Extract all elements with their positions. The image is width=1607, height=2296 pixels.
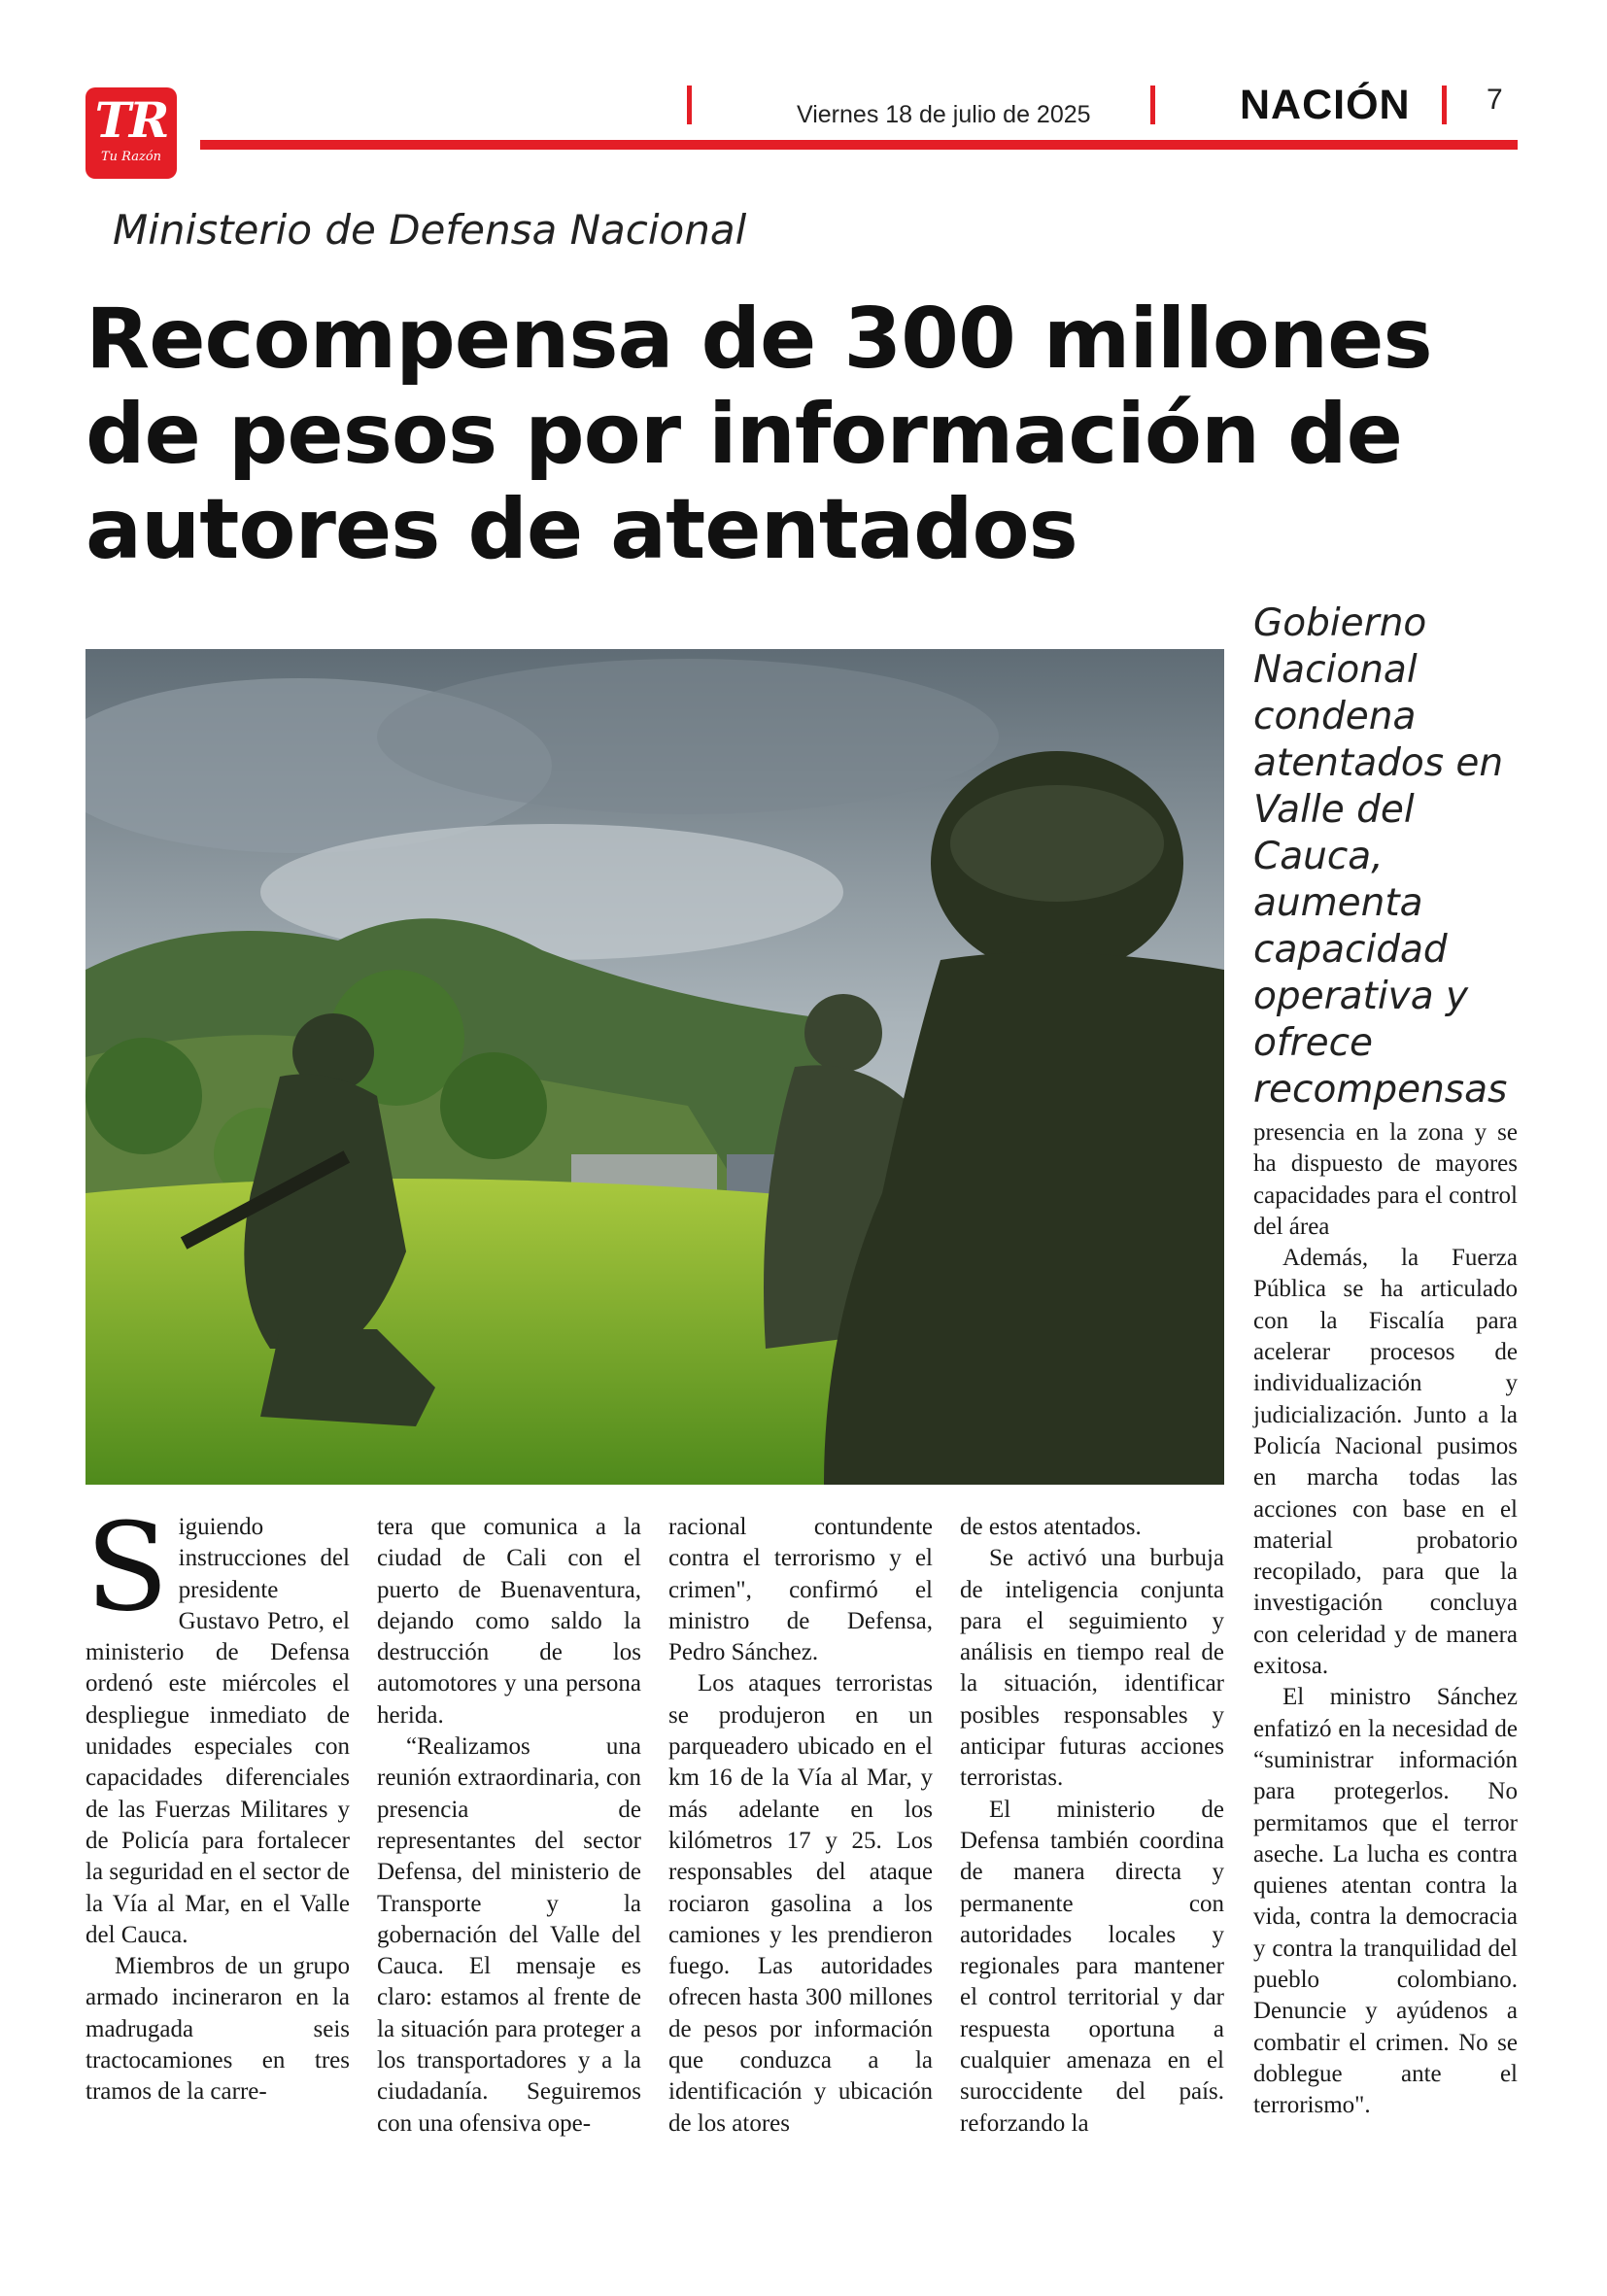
header-rule (200, 140, 1518, 150)
article-deck: Gobierno Nacional condena atentados en Valle del Cauca, aumenta capacidad operativa y ofrece recompensas (1253, 601, 1508, 1112)
article-column-3 (668, 1512, 933, 2140)
article-paragraph: Además, la Fuerza Pública se ha articulado con la Fiscalía para acelerar procesos de individualización y judicialización. Junto a la Policía Nacional pusimos en marcha todas las acciones con base en el material probatorio recopilado, para que la investigación concluya con celeridad y de manera exitosa. (1253, 1245, 1518, 1680)
section-name: NACIÓN (1240, 82, 1411, 128)
article-paragraph: Los ataques terroristas se produjeron en un parqueadero ubicado en el km 16 de la Vía al Mar, y más adelante en los kilómetros 17 y 25. Los responsables del ataque rociaron gasolina a los camiones y les prendieron fuego. Las autoridades ofrecen hasta 300 millones de pesos por información que conduzca a la identificación y ubicación de los atores (668, 1670, 933, 2137)
article-photo (85, 649, 1224, 1485)
drop-cap: S (85, 1497, 169, 1638)
page-number: 7 (1487, 84, 1503, 116)
article-paragraph: “Realizamos una reunión extraordinaria, con presencia de representantes del sector Defensa, del ministerio de Transporte y la gobernación del Valle del Cauca. El mensaje es claro: estamos al frente de la situación para proteger a los transportadores y a la ciudadanía. Seguiremos con una ofensiva ope- (377, 1733, 641, 2137)
paragraph-text: iguiendo instrucciones del presidente Gustavo Petro, el ministerio de Defensa ordenó este miércoles el despliegue inmediato de unidades especiales con capacidades diferenciales de las Fuerzas Militares y de Policía para fortalecer la seguridad en el sector de la Vía al Mar, en el Valle del Cauca. (85, 1514, 350, 1948)
article-headline: Recompensa de 300 millones de pesos por información de autores de atentados (85, 291, 1432, 578)
article-column-5 (1253, 1117, 1518, 2122)
logo-subtitle: Tu Razón (100, 150, 162, 164)
article-paragraph: racional contundente contra el terrorismo y el crimen", confirmó el ministro de Defensa, Pedro Sánchez. (668, 1514, 933, 1666)
article-paragraph (85, 1497, 350, 1951)
header-divider (687, 86, 692, 124)
article-column-2 (377, 1512, 641, 2140)
article-paragraph: El ministerio de Defensa también coordina de manera directa y permanente con autoridades locales y regionales para mantener el control territorial y dar respuesta oportuna a cualquier amenaza en el suroccidente del país. reforzando la (960, 1796, 1224, 2137)
header-divider (1150, 86, 1155, 124)
article-paragraph: El ministro Sánchez enfatizó en la necesidad de “suministrar información para protegerlos. No permitamos que el terror aseche. La lucha es contra quienes atentan contra la vida, contra la democracia y contra la tranquilidad del pueblo colombiano. Denuncie y ayúdenos a combatir el crimen. No se doblegue ante el terrorismo". (1253, 1684, 1518, 2119)
article-column-1 (85, 1497, 350, 2108)
issue-date: Viernes 18 de julio de 2025 (797, 101, 1091, 128)
article-paragraph: presencia en la zona y se ha dispuesto de mayores capacidades para el control del área (1253, 1119, 1518, 1240)
article-kicker: Ministerio de Defensa Nacional (113, 206, 747, 254)
article-paragraph: Se activó una burbuja de inteligencia conjunta para el seguimiento y análisis en tiempo real de la situación, identificar posibles responsables y anticipar futuras acciones terroristas. (960, 1545, 1224, 1792)
header-divider (1442, 86, 1447, 124)
article-paragraph: Miembros de un grupo armado incineraron en la madrugada seis tractocamiones en tres tramos de la carre- (85, 1953, 350, 2106)
soldiers-photo-illustration (85, 649, 1224, 1485)
newspaper-logo (85, 87, 177, 179)
article-paragraph: de estos atentados. (960, 1514, 1142, 1540)
article-paragraph: tera que comunica a la ciudad de Cali con el puerto de Buenaventura, dejando como saldo la destrucción de los automotores y una persona herida. (377, 1514, 641, 1729)
article-column-4 (960, 1512, 1224, 2140)
logo-text: TR (94, 91, 168, 149)
